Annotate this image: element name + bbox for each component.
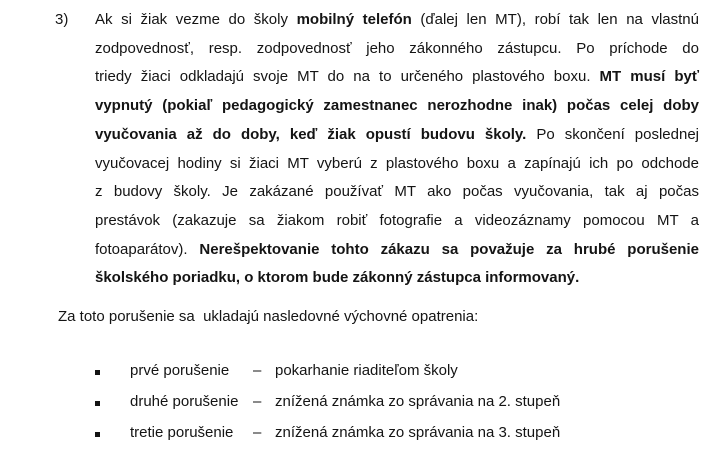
bullet-square-icon xyxy=(95,370,100,375)
text-segment-bold: školského poriadku, o ktorom bude zákonný zástupca informovaný. xyxy=(95,269,580,287)
bullet-marker xyxy=(95,357,130,386)
paragraph-line xyxy=(95,63,699,92)
rule-number: 3) xyxy=(55,11,69,28)
text-segment-bold: Nerešpektovanie tohto zákazu sa považuje za hrubé porušenie xyxy=(199,240,699,258)
list-item xyxy=(95,419,716,448)
violation-label: druhé porušenie xyxy=(130,392,239,410)
paragraph-line xyxy=(95,92,699,121)
text-segment-bold: MT musí byť xyxy=(599,68,700,86)
text-segment: Ak si žiak vezme do školy xyxy=(95,11,297,28)
text-segment-bold: mobilný telefón xyxy=(296,11,412,28)
bullet-marker xyxy=(95,419,130,448)
paragraph-line xyxy=(95,35,699,64)
dash-separator: – xyxy=(253,423,262,441)
text-segment: Po skončení poslednej xyxy=(526,125,699,143)
violation-label: tretie porušenie xyxy=(130,423,234,441)
bullet-square-icon xyxy=(95,432,100,437)
text-segment: (ďalej len MT), robí tak len na vlastnú xyxy=(411,11,699,28)
measures-intro-line: Za toto porušenie sa ukladajú nasledovné výchovné opatrenia: xyxy=(58,308,479,326)
bullet-marker xyxy=(95,388,130,417)
text-segment: vyučovacej hodiny si žiaci MT vyberú z plastového boxu a zapínajú ich po odchode xyxy=(95,154,699,172)
paragraph-line xyxy=(95,6,699,35)
violation-consequence: znížená známka zo správania na 2. stupeň xyxy=(275,392,561,410)
paragraph-line xyxy=(95,236,699,265)
rule-item-3 xyxy=(55,6,700,293)
list-item xyxy=(95,388,716,417)
text-segment: fotoaparátov). xyxy=(95,240,200,258)
text-segment: z budovy školy. Je zakázané používať MT ako počas vyučovania, tak aj počas xyxy=(95,183,699,201)
text-segment: triedy žiaci odkladajú svoje MT do na to určeného plastového boxu. xyxy=(95,68,600,86)
paragraph-line xyxy=(95,121,699,150)
violation-label: prvé porušenie xyxy=(130,361,230,379)
violation-consequence: pokarhanie riaditeľom školy xyxy=(275,361,458,379)
bullet-square-icon xyxy=(95,401,100,406)
document-page xyxy=(0,6,716,452)
text-segment: prestávok (zakazuje sa žiakom robiť fotografie a videozáznamy pomocou MT a xyxy=(95,211,699,229)
paragraph-line xyxy=(95,207,699,236)
text-segment: zodpovednosť, resp. zodpovednosť jeho zákonného zástupcu. Po príchode do xyxy=(95,39,699,57)
text-segment-bold: vyučovania až do doby, keď žiak opustí budovu školy. xyxy=(95,125,527,143)
dash-separator: – xyxy=(253,392,262,410)
dash-separator: – xyxy=(253,361,262,379)
paragraph-line xyxy=(95,178,699,207)
text-segment-bold: vypnutý (pokiaľ pedagogický zamestnanec nerozhodne inak) počas celej doby xyxy=(95,97,699,115)
paragraph-line xyxy=(95,264,699,293)
violation-consequence: znížená známka zo správania na 3. stupeň xyxy=(275,423,561,441)
violations-list xyxy=(95,357,716,448)
paragraph-line xyxy=(95,150,699,179)
list-item xyxy=(95,357,716,386)
